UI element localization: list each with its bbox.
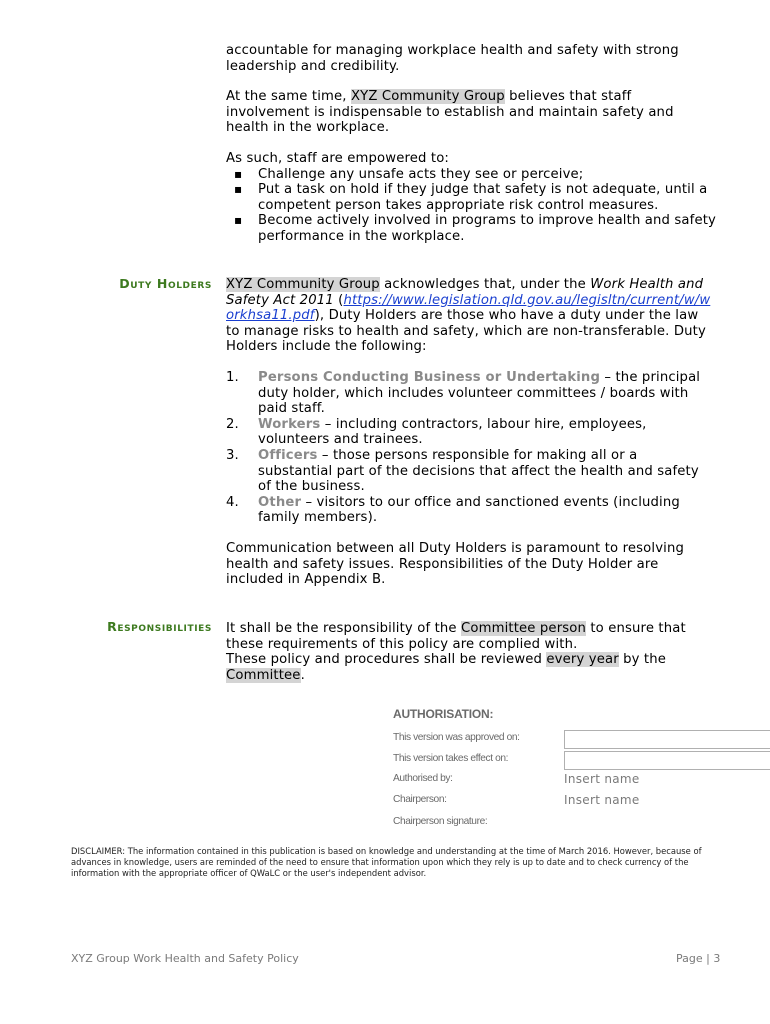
org-name-highlight: XYZ Community Group (226, 277, 380, 292)
duty-text: ( (333, 292, 344, 308)
resp-text: These policy and procedures shall be reviewed (226, 652, 547, 668)
intro-paragraph-1: accountable for managing workplace health and safety with strong leadership and credibility. (226, 43, 679, 74)
takes-effect-label: This version takes effect on: (393, 753, 509, 764)
intro-p2-text-after: believes that staff involvement is indispensable to establish and maintain safety and health in the workplace. (226, 89, 674, 136)
duty-text: acknowledges that, under the (379, 277, 591, 292)
intro-paragraph-2 (226, 89, 716, 136)
responsibilities-paragraph-2 (226, 652, 716, 683)
list-item (226, 417, 716, 448)
list-item (226, 495, 716, 526)
intro-paragraph-3: As such, staff are empowered to: (226, 150, 450, 166)
footer-page-number: Page | 3 (676, 952, 721, 965)
responsibilities-section (226, 621, 716, 683)
duty-holders-paragraph (226, 277, 716, 355)
item-desc: – including contractors, labour hire, employees, volunteers and trainees. (258, 416, 647, 448)
item-term: Other (258, 494, 302, 510)
list-item: ▪ Challenge any unsafe acts they see or perceive; (226, 167, 716, 183)
item-number: 3. (226, 447, 239, 463)
responsibilities-paragraph-1 (226, 621, 716, 652)
duty-text: ), Duty Holders are those who have a duty under the law to manage risks to health and safety, which are non-transferable. Duty Holders include the following: (226, 308, 706, 355)
intro-p2-text: At the same time, (226, 89, 351, 105)
responsibilities-heading: Responsibilities (107, 619, 212, 634)
takes-effect-field[interactable] (564, 751, 770, 770)
committee-highlight: Committee (226, 667, 301, 683)
item-number: 1. (226, 369, 239, 385)
item-desc: – visitors to our office and sanctioned events (including family members). (258, 494, 680, 526)
intro-section (226, 43, 716, 245)
item-term: Workers (258, 416, 321, 432)
review-frequency-highlight: every year (546, 652, 619, 668)
list-item: ▪ Become actively involved in programs to improve health and safety performance in the workplace. (226, 213, 716, 244)
committee-person-highlight: Committee person (461, 621, 587, 636)
item-term: Officers (258, 447, 318, 463)
chairperson-label: Chairperson: (393, 794, 447, 805)
resp-text: to ensure that these requirements of this policy are complied with. (226, 621, 686, 652)
resp-text: by the (618, 652, 667, 668)
item-number: 4. (226, 494, 239, 510)
disclaimer-text: DISCLAIMER: The information contained in this publication is based on knowledge and understanding at the time of March 2016. However, because of advances in knowledge, users are reminded of the need to ensure that information upon which they rely is up to date and to check currency of the information with the appropriate officer of QWaLC or the user's independent advisor. (71, 846, 702, 878)
item-desc: – the principal duty holder, which includes volunteer committees / boards with paid staff. (258, 369, 701, 417)
list-item (226, 370, 716, 417)
authorised-by-label: Authorised by: (393, 773, 453, 784)
item-term: Persons Conducting Business or Undertaking (258, 369, 601, 385)
duty-holders-section (226, 277, 716, 588)
approved-on-label: This version was approved on: (393, 732, 520, 743)
resp-text: . (300, 667, 305, 683)
approved-on-field[interactable] (564, 730, 770, 749)
list-item (226, 448, 716, 495)
act-title: Work Health and Safety Act 2011 (226, 277, 704, 308)
authorised-by-value[interactable]: Insert name (564, 772, 640, 786)
chairperson-value[interactable]: Insert name (564, 793, 640, 807)
empowerment-list (226, 167, 716, 245)
resp-text: It shall be the responsibility of the (226, 621, 462, 636)
footer-title: XYZ Group Work Health and Safety Policy (71, 952, 299, 965)
list-item: ▪ Put a task on hold if they judge that safety is not adequate, until a competent person takes appropriate risk control measures. (226, 182, 716, 213)
item-number: 2. (226, 416, 239, 432)
org-name-highlight: XYZ Community Group (350, 89, 505, 105)
duty-holders-list (226, 370, 716, 526)
chairperson-signature-label: Chairperson signature: (393, 816, 488, 827)
legislation-link[interactable]: https://www.legislation.qld.gov.au/legisltn/current/w/workhsa11.pdf (226, 292, 711, 324)
duty-holders-closing: Communication between all Duty Holders is paramount to resolving health and safety issues. Responsibilities of the Duty Holder are included in Appendix B. (226, 540, 685, 588)
authorisation-title: AUTHORISATION: (393, 707, 494, 721)
duty-holders-heading: Duty Holders (119, 276, 212, 291)
item-desc: – those persons responsible for making all or a substantial part of the decisions that affect the health and safety of the business. (258, 447, 699, 495)
